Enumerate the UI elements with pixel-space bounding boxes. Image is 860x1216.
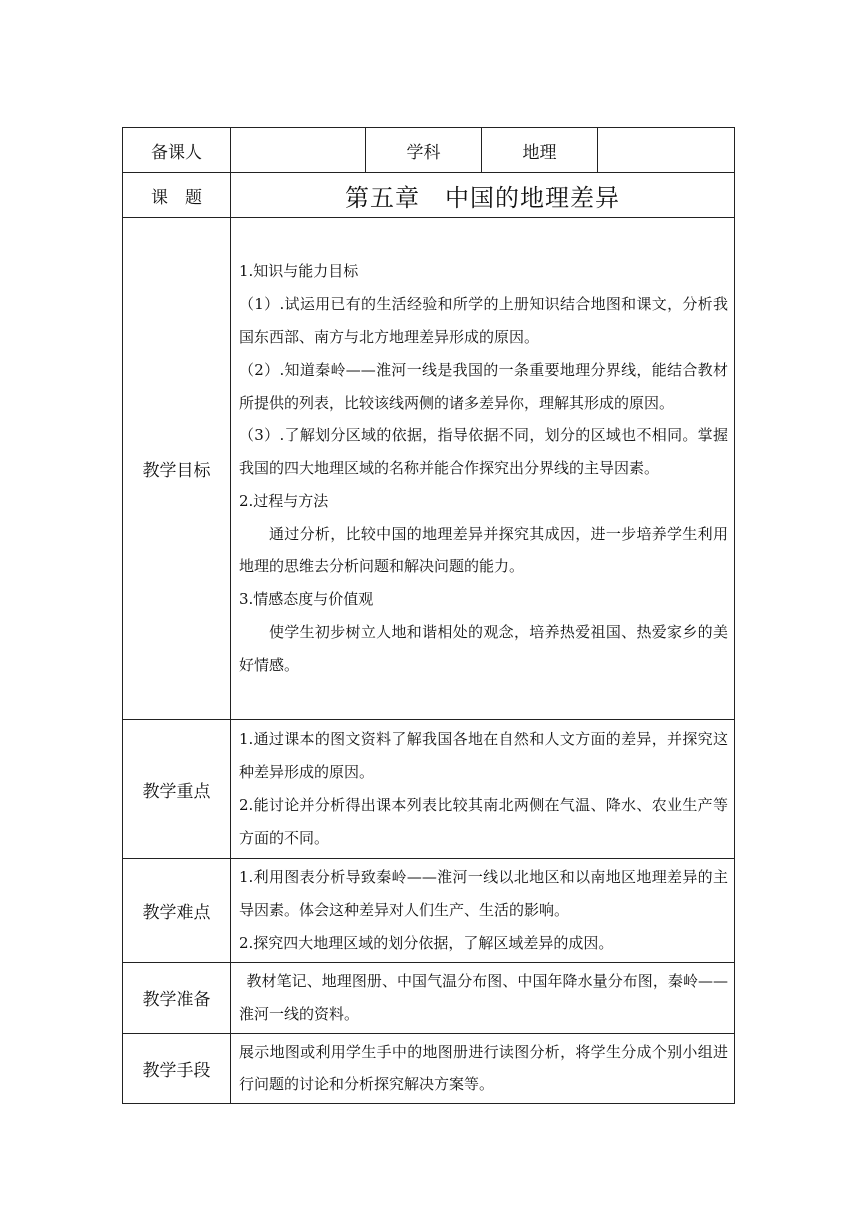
- objectives-line: （2）.知道秦岭——淮河一线是我国的一条重要地理分界线，能结合教材所提供的列表，比较该线两侧的诸多差异你，理解其形成的原因。: [239, 360, 728, 412]
- key-points-label: 教学重点: [123, 720, 231, 859]
- preparation-label: 教学准备: [123, 963, 231, 1034]
- difficulties-line: 2.探究四大地理区域的划分依据，了解区域差异的成因。: [239, 933, 614, 952]
- subject-label: 学科: [366, 128, 482, 173]
- lesson-plan-table: [122, 127, 735, 1104]
- header-row: [123, 128, 735, 173]
- objectives-line: 3.情感态度与价值观: [239, 590, 374, 609]
- preparation-row: [123, 963, 735, 1034]
- methods-label: 教学手段: [123, 1033, 231, 1104]
- objectives-content: [231, 218, 735, 720]
- key-points-row: [123, 720, 735, 859]
- objectives-line: 使学生初步树立人地和谐相处的观念，培养热爱祖国、热爱家乡的美好情感。: [239, 623, 728, 674]
- difficulties-line: 1.利用图表分析导致秦岭——淮河一线以北地区和以南地区地理差异的主导因素。体会这种差异对人们生产、生活的影响。: [239, 868, 728, 920]
- preparer-value: [231, 128, 366, 173]
- topic-label: 课 题: [123, 173, 231, 218]
- objectives-line: 1.知识与能力目标: [239, 262, 359, 281]
- preparer-label: 备课人: [123, 128, 231, 173]
- preparation-content: [231, 963, 735, 1034]
- topic-title: 第五章 中国的地理差异: [231, 173, 735, 218]
- extra-value: [598, 128, 735, 173]
- objectives-label: 教学目标: [123, 218, 231, 720]
- difficulties-label: 教学难点: [123, 859, 231, 963]
- subject-value: 地理: [482, 128, 598, 173]
- key-points-content: [231, 720, 735, 859]
- methods-content: [231, 1033, 735, 1104]
- methods-row: [123, 1033, 735, 1104]
- objectives-line: （1）.试运用已有的生活经验和所学的上册知识结合地图和课文，分析我国东西部、南方与北方地理差异形成的原因。: [239, 295, 728, 346]
- objectives-line: （3）.了解划分区域的依据，指导依据不同，划分的区域也不相同。掌握我国的四大地理区域的名称并能合作探究出分界线的主导因素。: [239, 426, 728, 478]
- preparation-text: 教材笔记、地理图册、中国气温分布图、中国年降水量分布图，秦岭——淮河一线的资料。: [239, 972, 728, 1023]
- objectives-line: 通过分析，比较中国的地理差异并探究其成因，进一步培养学生利用地理的思维去分析问题和解决问题的能力。: [239, 524, 728, 576]
- key-points-line: 1.通过课本的图文资料了解我国各地在自然和人文方面的差异，并探究这种差异形成的原因。: [239, 730, 728, 782]
- key-points-line: 2.能讨论并分析得出课本列表比较其南北两侧在气温、降水、农业生产等方面的不同。: [239, 796, 728, 847]
- difficulties-row: [123, 859, 735, 963]
- objectives-line: 2.过程与方法: [239, 491, 329, 510]
- methods-text: 展示地图或利用学生手中的地图册进行读图分析，将学生分成个别小组进行问题的讨论和分析探究解决方案等。: [239, 1042, 728, 1094]
- objectives-row: [123, 218, 735, 720]
- difficulties-content: [231, 859, 735, 963]
- topic-row: [123, 173, 735, 218]
